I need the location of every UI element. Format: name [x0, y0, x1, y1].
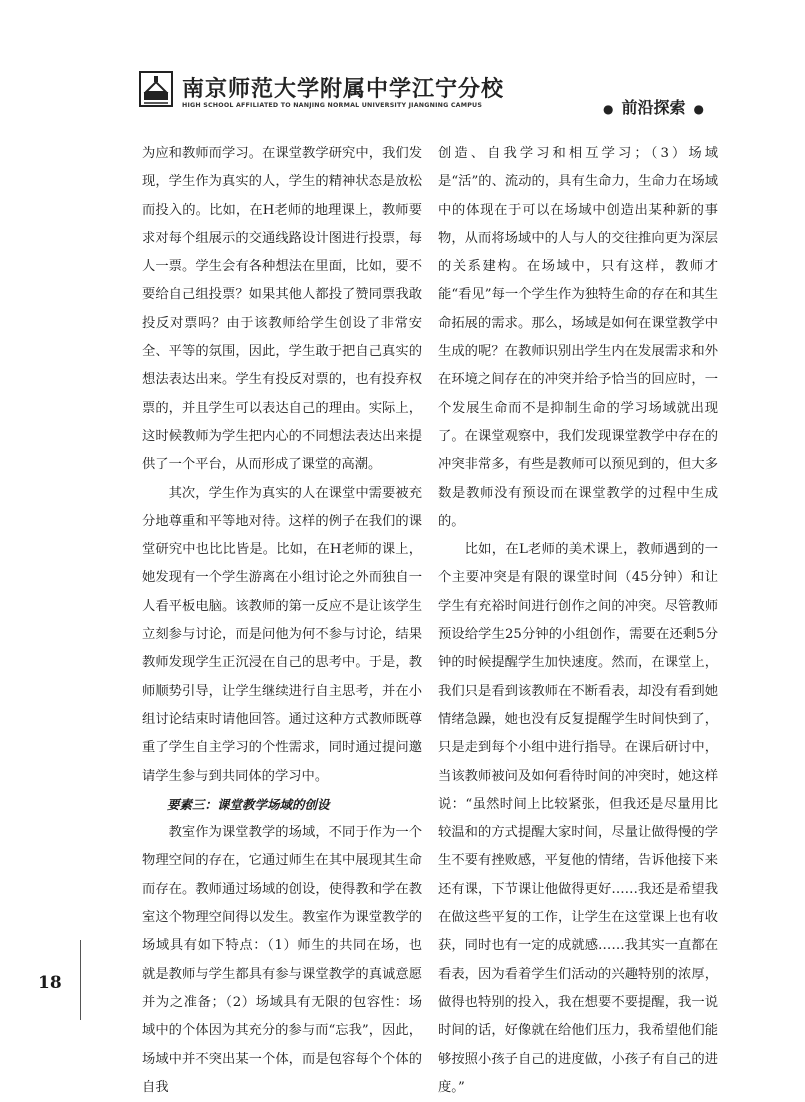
margin-rule [80, 940, 81, 1020]
page-number: 18 [38, 973, 62, 993]
paragraph: 创造、自我学习和相互学习；（3）场域是“活”的、流动的，具有生命力，生命力在场域中的体现在于可以在场域中创造出某种新的事物，从而将场域中的人与人的交往推向更为深层的关系建构。在场域中，只有这样，教师才能“看见”每一个学生作为独特生命的存在和其生命拓展的需求。那么，场域是如何在课堂教学中生成的呢？在教师识别出学生内在发展需求和外在环境之间存在的冲突并给予恰当的回应时，一个发展生命而不是抑制生命的学习场域就出现了。在课堂观察中，我们发现课堂教学中存在的冲突非常多，有些是教师可以预见到的，但大多数是教师没有预设而在课堂教学的过程中生成的。 [438, 146, 718, 529]
paragraph: 比如，在L老师的美术课上，教师遇到的一个主要冲突是有限的课堂时间（45分钟）和让学生有充裕时间进行创作之间的冲突。尽管教师预设给学生25分钟的小组创作，需要在还剩5分钟的时候提醒学生加快速度。然而，在课堂上，我们只是看到该教师在不断看表，却没有看到她情绪急躁，她也没有反复提醒学生时间快到了，只是走到每个小组中进行指导。在课后研讨中，当该教师被问及如何看待时间的冲突时，她这样说：“虽然时间上比较紧张，但我还是尽量用比较温和的方式提醒大家时间，尽量让做得慢的学生不要有挫败感，平复他的情绪，告诉他接下来还有课，下节课让他做得更好……我还是希望我在做这些平复的工作，让学生在这堂课上也有收获，同时也有一定的成就感……我其实一直都在看表，因为看着学生们活动的兴趣特别的浓厚，做得也特别的投入，我在想要不要提醒，我一说时间的话，好像就在给他们压力，我希望他们能够按照小孩子自己的进度做，小孩子有自己的进度。” [438, 542, 718, 1095]
bullet-icon: ● [693, 102, 704, 116]
paragraph: 其次，学生作为真实的人在课堂中需要被充分地尊重和平等地对待。这样的例子在我们的课堂研究中也比比皆是。比如，在H老师的课上，她发现有一个学生游离在小组讨论之外而独自一人看平板电脑。该教师的第一反应不是让该学生立刻参与讨论，而是问他为何不参与讨论，结果教师发现学生正沉浸在自己的思考中。于是，教师顺势引导，让学生继续进行自主思考，并在小组讨论结束时请他回答。通过这种方式教师既尊重了学生自主学习的个性需求，同时通过提问邀请学生参与到共同体的学习中。 [142, 485, 422, 784]
page-header [138, 62, 738, 122]
left-column [142, 140, 422, 1095]
bullet-icon: ● [603, 102, 614, 116]
section-tag [595, 95, 712, 118]
right-column [438, 140, 718, 1095]
school-name-cn: 南京师范大学附属中学江宁分校 [182, 76, 505, 102]
school-name-en: HIGH SCHOOL AFFILIATED TO NANJING NORMAL UNIVERSITY JIANGNING CAMPUS [182, 102, 483, 109]
section-tag-label: 前沿探索 [621, 98, 686, 117]
paragraph: 教室作为课堂教学的场域，不同于作为一个物理空间的存在，它通过师生在其中展现其生命而存在。教师通过场域的创设，使得教和学在教室这个物理空间得以发生。教室作为课堂教学的场域具有如下特点：（1）师生的共同在场，也就是教师与学生都具有参与课堂教学的真诚意愿并为之准备；（2）场域具有无限的包容性：场域中的个体因为其充分的参与而“忘我”，因此，场域中并不突出某一个体，而是包容每个个体的自我 [142, 825, 422, 1095]
paragraph: 为应和教师而学习。在课堂教学研究中，我们发现，学生作为真实的人，学生的精神状态是放松而投入的。比如，在H老师的地理课上，教师要求对每个组展示的交通线路设计图进行投票，每人一票。学生会有各种想法在里面，比如，要不要给自己组投票？如果其他人都投了赞同票我敢投反对票吗？由于该教师给学生创设了非常安全、平等的氛围，因此，学生敢于把自己真实的想法表达出来。学生有投反对票的，也有投弃权票的，并且学生可以表达自己的理由。实际上，这时候教师为学生把内心的不同想法表达出来提供了一个平台，从而形成了课堂的高潮。 [142, 146, 422, 473]
school-emblem-icon [138, 70, 174, 108]
section-subheading: 要素三：课堂教学场域的创设 [167, 796, 330, 812]
